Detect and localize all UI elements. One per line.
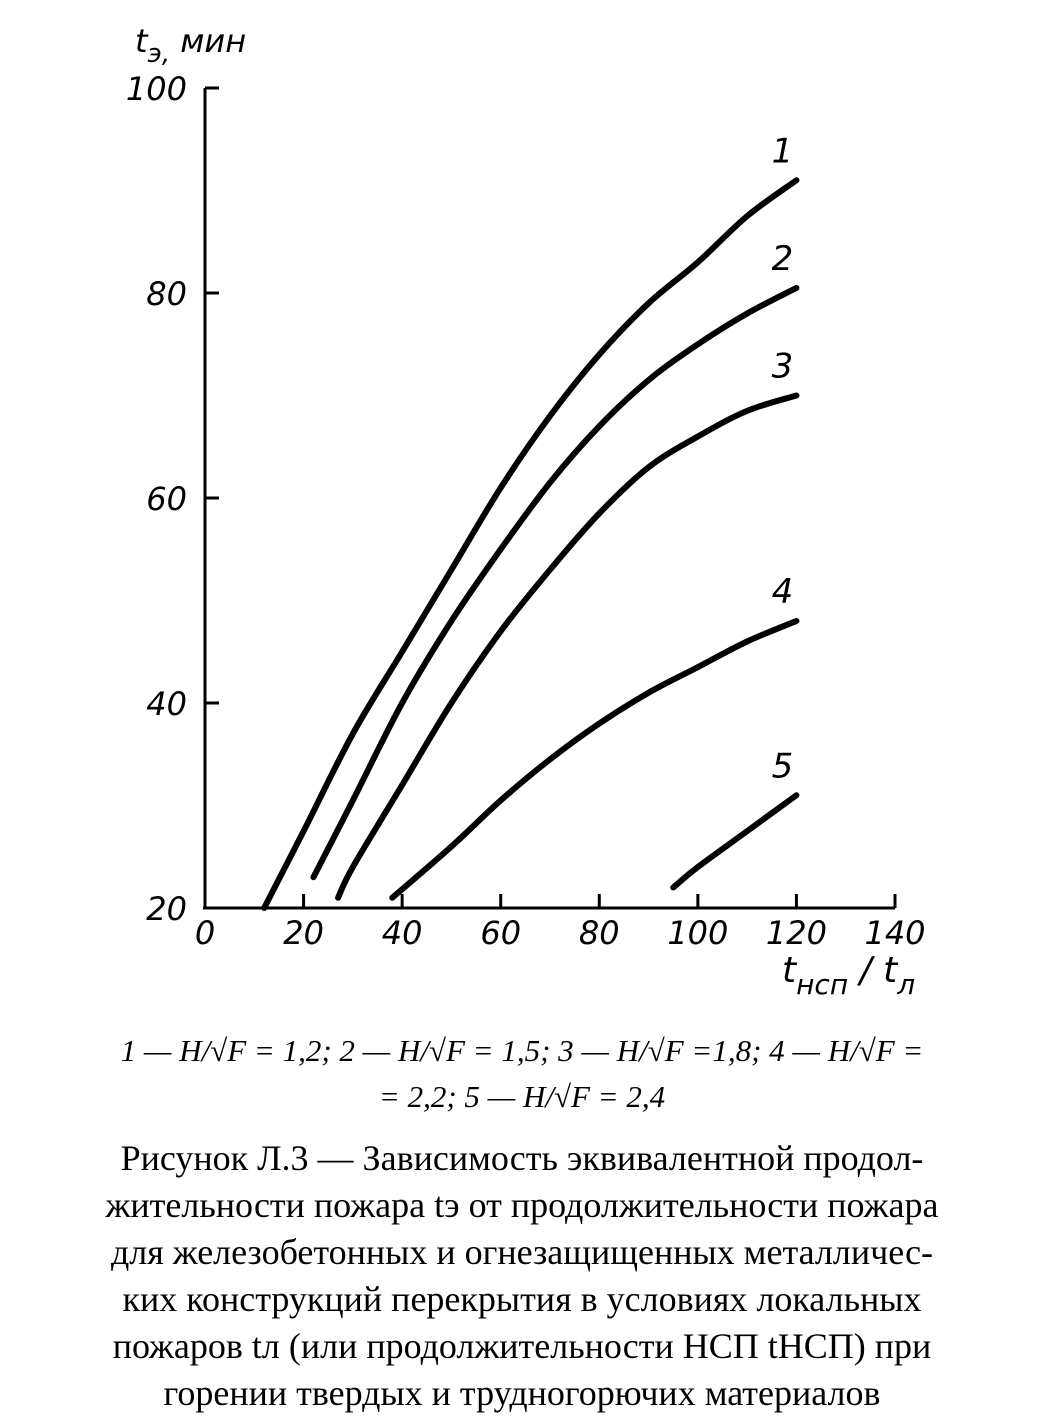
curve-label-1: 1 <box>771 131 794 172</box>
curve-label-3: 3 <box>771 346 794 387</box>
curve-label-2: 2 <box>771 238 794 279</box>
caption-line-2: жительности пожара tэ от продолжительности пожара <box>105 1185 939 1225</box>
y-tick-label: 40 <box>146 685 187 723</box>
caption-line-6: горении твердых и трудногорючих материалов <box>163 1373 881 1413</box>
y-axis-title: $t_{э,}$ мин <box>135 22 247 69</box>
x-tick-label: 20 <box>283 914 324 952</box>
legend-line-1: 1 — H/√F = 1,2; 2 — H/√F = 1,5; 3 — H/√F =1,8; 4 — H/√F = <box>120 1033 924 1068</box>
y-tick-label: 100 <box>125 70 187 108</box>
x-tick-label: 120 <box>765 914 827 952</box>
figure-caption <box>30 1135 1014 1417</box>
chart-curves <box>264 180 796 908</box>
x-tick-label: 140 <box>864 914 926 952</box>
caption-line-5: пожаров tл (или продолжительности НСП tНСП) при <box>112 1326 932 1366</box>
legend <box>20 1028 1024 1120</box>
chart-curve-labels <box>772 131 794 786</box>
x-tick-label: 60 <box>480 914 522 952</box>
curve-4 <box>392 621 796 898</box>
curve-1 <box>264 180 796 908</box>
curve-2 <box>313 288 796 877</box>
legend-line-2: = 2,2; 5 — H/√F = 2,4 <box>378 1079 666 1114</box>
y-tick-label: 60 <box>146 480 187 518</box>
x-tick-label: 40 <box>381 914 423 952</box>
y-tick-label: 80 <box>146 275 187 313</box>
curve-5 <box>673 795 796 887</box>
x-axis-title: $t_{нсп} / t_л$ <box>782 950 916 1001</box>
caption-line-1: Рисунок Л.3 — Зависимость эквивалентной продол- <box>120 1138 924 1178</box>
x-tick-label: 0 <box>194 914 216 952</box>
y-tick-label: 20 <box>146 890 187 928</box>
x-tick-label: 100 <box>667 914 729 952</box>
caption-line-3: для железобетонных и огнезащищенных металличес- <box>110 1232 934 1272</box>
curve-label-5: 5 <box>771 746 794 787</box>
caption-line-4: ких конструкций перекрытия в условиях локальных <box>122 1279 922 1319</box>
curve-label-4: 4 <box>771 572 794 612</box>
x-tick-label: 80 <box>578 914 620 952</box>
